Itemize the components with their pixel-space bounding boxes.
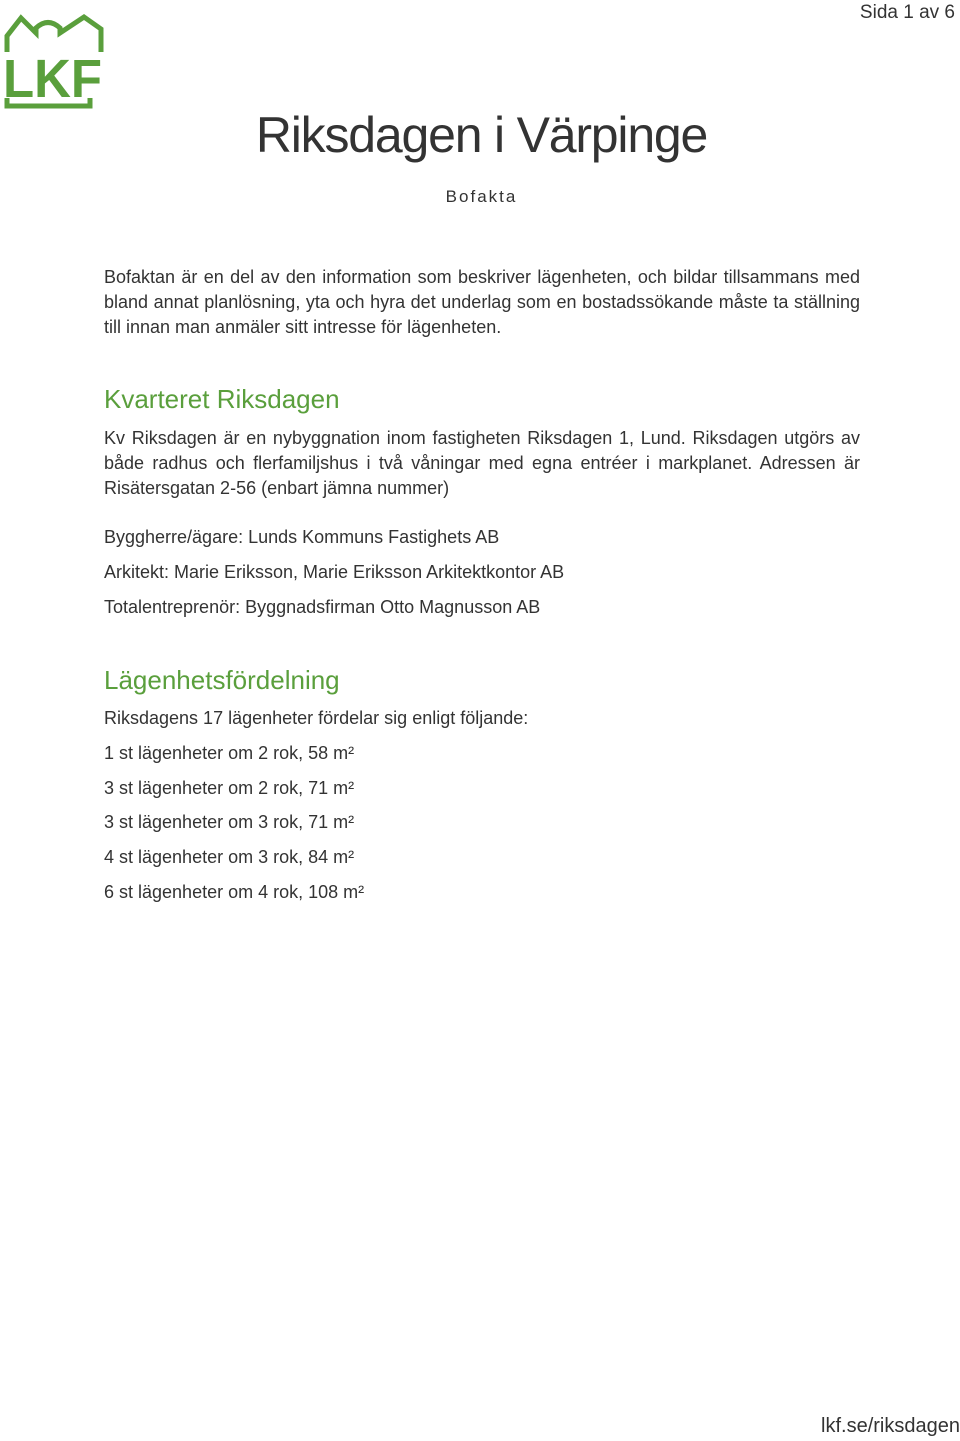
section-heading-distribution: Lägenhetsfördelning <box>104 665 340 695</box>
section-heading-kvarteret: Kvarteret Riksdagen <box>104 384 340 414</box>
apartment-item: 1 st lägenheter om 2 rok, 58 m² <box>104 742 355 763</box>
logo-text: LKF <box>3 49 102 109</box>
fact-contractor: Totalentreprenör: Byggnadsfirman Otto Magnusson AB <box>104 597 541 617</box>
fact-builder: Byggherre/ägare: Lunds Kommuns Fastighets AB <box>104 527 500 547</box>
lkf-houses-logo-icon <box>0 10 110 115</box>
project-facts <box>104 520 860 625</box>
kvarteret-paragraph <box>104 426 860 501</box>
intro-line: Bofaktan är en del av den information som beskriver lägenheten, och bildar tillsammans med <box>104 267 860 287</box>
apartment-item: 6 st lägenheter om 4 rok, 108 m² <box>104 881 365 902</box>
page-indicator: Sida 1 av 6 <box>859 2 955 23</box>
apartment-item: 4 st lägenheter om 3 rok, 84 m² <box>104 847 355 868</box>
footer-url: lkf.se/riksdagen <box>821 1415 960 1437</box>
logo-roofline <box>7 17 101 52</box>
intro-paragraph <box>104 265 860 340</box>
page-subtitle: Bofakta <box>445 187 518 206</box>
page-title: Riksdagen i Värpinge <box>255 107 708 163</box>
apartment-item: 3 st lägenheter om 2 rok, 71 m² <box>104 777 355 798</box>
intro-line: bland annat planlösning, yta och hyra det underlag som en bostadssökande måste ta ställning <box>104 292 860 312</box>
kvarteret-line: både radhus och flerfamiljshus i två våningar med egna entréer i markplanet. Adressen är <box>104 453 860 473</box>
fact-architect: Arkitekt: Marie Eriksson, Marie Eriksson Arkitektkontor AB <box>104 562 565 582</box>
kvarteret-line: Kv Riksdagen är en nybyggnation inom fastigheten Riksdagen 1, Lund. Riksdagen utgörs av <box>104 428 860 448</box>
apartment-item: 3 st lägenheter om 3 rok, 71 m² <box>104 812 355 833</box>
apartment-distribution <box>104 701 860 910</box>
distribution-lead: Riksdagens 17 lägenheter fördelar sig enligt följande: <box>104 708 529 728</box>
intro-line: till innan man anmäler sitt intresse för lägenheten. <box>104 317 502 337</box>
kvarteret-line: Risätersgatan 2-56 (enbart jämna nummer) <box>104 478 450 498</box>
